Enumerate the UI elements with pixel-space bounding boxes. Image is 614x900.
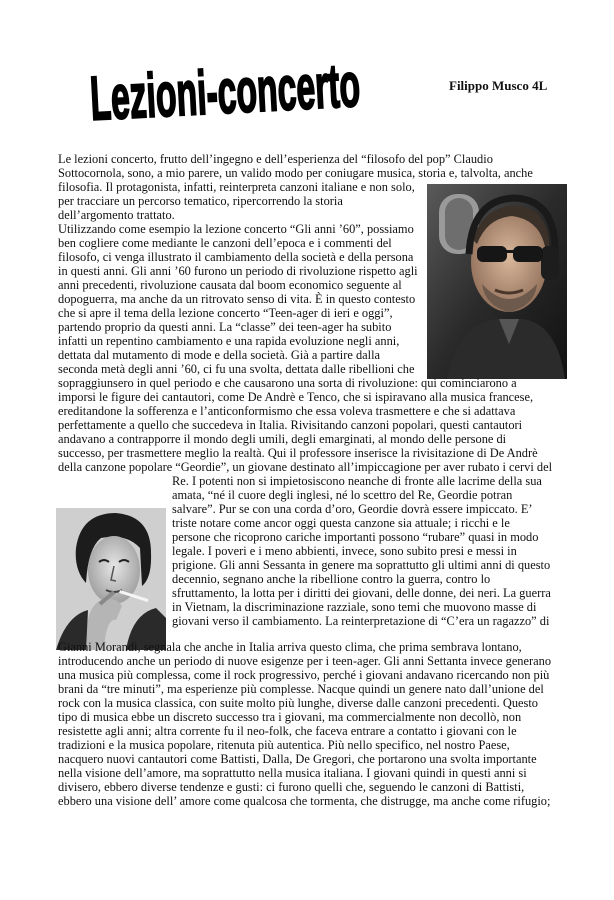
article-line: successo, per trasmettere meglio la realtà. Qui il professore inserisce la rivisitazione di De Andrè — [58, 446, 538, 460]
article-line: salvare”. Pur se con una corda d’oro, Geordie dovrà essere impiccato. E’ — [172, 502, 533, 516]
article-line: brani da “tre minuti”, ma esperienze più complesse. Nacque quindi un genere nato dall’unione del — [58, 682, 544, 696]
article-line: persone che ricoprono cariche importanti possono “rubare” quasi in modo — [172, 530, 539, 544]
photo-man-headphones — [427, 184, 567, 379]
article-line: imporsi le figure dei cantautori, come De Andrè e Tenco, che si ispiravano alla musica francese, — [58, 390, 534, 404]
article-line: triste notare come ancor oggi questa canzone sia attuale; i ricchi e le — [172, 516, 510, 530]
article-line: in questi anni. Gli anni ’60 furono un periodo di rivoluzione rispetto agli — [58, 264, 418, 278]
article-line: della canzone popolare “Geordie”, un giovane destinato all’impiccagione per aver rubato i cervi del — [58, 460, 553, 474]
article-line: nella visione dell’amore, ma soprattutto nella musica italiana. I giovani quindi in questi anni si — [58, 766, 527, 780]
article-line: dettata dal mutamento di mode e della società. Già a partire dalla — [58, 348, 381, 362]
article-line: tipo di musica ebbe un discreto successo tra i giovani, ma commercialmente non decollò, non — [58, 710, 522, 724]
article-title — [80, 40, 460, 134]
article-line: sfruttamento, la lotta per i diritti dei giovani, delle donne, dei neri. La guerra — [172, 586, 551, 600]
author-name: Filippo Musco 4L — [449, 78, 548, 93]
article-line: per tracciare un percorso tematico, ripercorrendo la storia — [58, 194, 343, 208]
article-line: Sottocornola, sono, a mio parere, un valido modo per coniugare musica, storia e, talvolta, anche — [58, 166, 533, 180]
article-line: tradizioni e la musica popolare, ritenuta più autentica. Più nello specifico, nel nostro Paese, — [58, 738, 510, 752]
article-line: Utilizzando come esempio la lezione concerto “Gli anni ’60”, possiamo — [58, 222, 414, 236]
article-line: sopraggiunsero in quel periodo e che causarono una sorta di rivoluzione: qui cominciarono a — [58, 376, 517, 390]
article-line: decennio, segnano anche la ribellione contro la guerra, contro lo — [172, 572, 491, 586]
article-line: nacquero nuovi cantautori come Battisti, Dalla, De Gregori, che portarono una svolta importante — [58, 752, 537, 766]
article-line: filosofia. Il protagonista, infatti, reinterpreta canzoni italiane e non solo, — [58, 180, 415, 194]
article-line: giovani verso il cambiamento. La reinterpretazione di “C’era un ragazzo” di — [172, 614, 550, 628]
article-line: divisero, ebbero diverse tendenze e gusti: ci furono quelli che, seguendo le canzoni di Battisti, — [58, 780, 525, 794]
article-line: seconda metà degli anni ’60, ci fu una svolta, dettata dalle ribellioni che — [58, 362, 415, 376]
article-line: in Vietnam, la discriminazione razziale, sono temi che muovono masse di — [172, 600, 537, 614]
article-line: che si apre il tema della lezione concerto “Teen-ager di ieri e oggi”, — [58, 306, 393, 320]
article-line: prigione. Gli anni Sessanta in genere ma soprattutto gli ultimi anni di questo — [172, 558, 551, 572]
article-line: filosofo, ci venga illustrato il cambiamento della società e della persona — [58, 250, 414, 264]
article-line: dopoguerra, ma anche da un ritrovato senso di vita. È in questo contesto — [58, 292, 416, 306]
article-line: infatti un repentino cambiamento e una rapida evoluzione negli anni, — [58, 334, 400, 348]
article-line: amata, “né il cuore degli inglesi, né lo scettro del Re, Geordie potran — [172, 488, 513, 502]
photo-man-cigarette — [56, 508, 166, 650]
article-line: una musica più complessa, come il rock progressivo, perché i giovani andavano ricercando non più — [58, 668, 550, 682]
article-line: ereditandone la sofferenza e l’anticonformismo che essa voleva trasmettere e che si adattava — [58, 404, 516, 418]
article-title-text: Lezioni-concerto — [88, 45, 460, 134]
article-line: partendo proprio da questi anni. La “classe” dei teen-ager ha subito — [58, 320, 392, 334]
article-line: perfettamente a quello che succedeva in Italia. Rivisitando canzoni popolari, questi cantautori — [58, 418, 523, 432]
article-line: resistette agli anni; altra corrente fu il neo-folk, che faceva entrare a contatto i giovani con le — [58, 724, 517, 738]
article-line: ben cogliere come mediante le canzoni dell’epoca e i commenti del — [58, 236, 392, 250]
article-line: Le lezioni concerto, frutto dell’ingegno e dell’esperienza del “filosofo del pop” Claudio — [58, 152, 493, 166]
article-line: Re. I potenti non si impietosiscono neanche di fronte alle lacrime della sua — [172, 474, 542, 488]
article-line: dell’argomento trattato. — [58, 208, 175, 222]
article-line: anni precedenti, rivoluzione causata dal boom economico seguente al — [58, 278, 402, 292]
article-line: introducendo anche un periodo di nuove esigenze per i teen-ager. Gli anni Settanta invece generano — [58, 654, 552, 668]
article-line: andavano a contrapporre il mondo degli umili, degli emarginati, al mondo delle persone di — [58, 432, 507, 446]
article-line: Gianni Morandi, segnala che anche in Italia arriva questo clima, che prima sembrava lontano, — [58, 640, 522, 654]
article-line: ebbero una visione dell’ amore come qualcosa che tormenta, che distrugge, ma anche come rifugio; — [58, 794, 551, 808]
article-line: rock con la musica classica, con suite molto più lunghe, diverse dalle canzoni precedenti. Questo — [58, 696, 538, 710]
article-line: legale. I poveri e i meno abbienti, invece, sono subito presi e messi in — [172, 544, 517, 558]
